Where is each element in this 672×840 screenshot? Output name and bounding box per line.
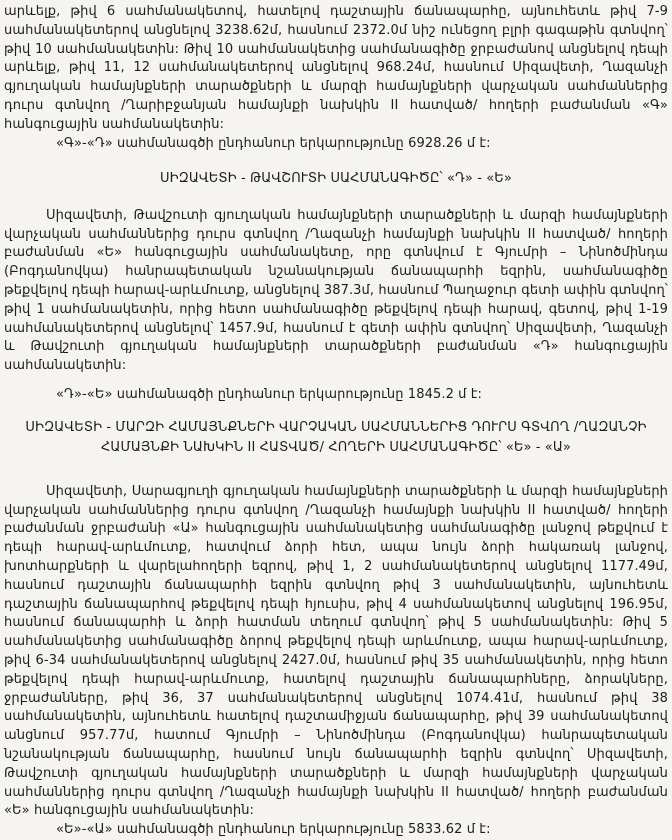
section-heading-sizavet-marz-e-a: ՍԻԶԱՎԵՏԻ - ՄԱՐԶԻ ՀԱՄԱՅՆՔՆԵՐԻ ՎԱՐՉԱԿԱՆ ՍԱՀՄԱՆՆԵՐԻՑ ԴՈՒՐՍ ԳՏՎՈՂ /ՂԱԶԱՆՉԻ ՀԱՄԱՅՆՔԻ ՆԱԽԿԻՆ II ՀԱՏՎԱԾ/ ՀՈՂԵՐԻ ՍԱՀՄԱՆԱԳԻԾԸ՝ «Ե» - «Ա» [25, 419, 647, 456]
total-length-line-d-e: «Դ»-«Ե» սահմանագծի ընդհանուր երկարությունը 1845.2 մ է: [56, 387, 483, 403]
section-heading-sizavet-tavshut-d-e: ՍԻԶԱՎԵՏԻ - ԹԱՎՇՈՒՏԻ ՍԱՀՄԱՆԱԳԻԾԸ՝ «Դ» - «Ե» [160, 171, 512, 187]
total-length-line-g-d: «Գ»-«Դ» սահմանագծի ընդհանուր երկարությունը 6928.26 մ է: [56, 135, 491, 151]
paragraph-boundary-e-a: Սիզավետի, Սարագյուղի գյուղական համայնքների տարածքների և մարզի համայնքների վարչական սահմաններից դուրս գտնվող /Ղազանչի համայնքի նախկին II հատված/ հողերի բաժանման ջրբաժանի «Ա» հանգուցային սահմանակետից սահմանագիծը լանջով թեքվում է դեպի հարավ-արևմուտք, հատվում ձորի հետ, ապա նույն ձորի հակառակ լանջով, խոտհարքների և վարելահողերի եզրով, թիվ 1, 2 սահմանակետերով անցնելով 1177.49մ, հասնում դաշտային ճանապարհի եզրին գտնվող թիվ 3 սահմանակետին, այնուհետև դաշտային ճանապարհով թեքվելով դեպի հյուսիս, թիվ 4 սահմանակետով անցնելով 196.95մ, հասնում ճանապարհի և ձորի հատման տեղում գտնվող՝ թիվ 5 սահմանակետին: Թիվ 5 սահմանակետից սահմանագիծը ձորով թեքվելով դեպի արևմուտք, ապա հարավ-արևմուտք, թիվ 6-34 սահմանակետերով անցնելով 2427.0մ, հասնում թիվ 35 սահմանակետին, որից հետո թեքվելով դեպի հարավ-արևմուտք, հատելով դաշտային ճանապարհները, ձորակները, ջրբաժանները, թիվ 36, 37 սահմանակետերով անցնելով 1074.41մ, հասնում թիվ 38 սահմանակետին, այնուհետև հատելով դաշտամիջյան ճանապարհը, թիվ 39 սահմանակետով անցնում 957.77մ, հատում Գյումրի – Նինոծմինդա (Բոգդանովկա) հանրապետական նշանակության ճանապարհը, հասնում նույն ճանապարհի եզրին գտնվող՝ Սիզավետի, Թավշուտի գյուղական համայնքների տարածքների և մարզի համայնքների վարչական սահմաններից դուրս գտնվող /Ղազանչի համայնքի նախկին II հատված/ հողերի բաժանման «Ե» հանգուցային սահմանակետին: [4, 483, 668, 819]
paragraph-boundary-g-d-continuation: արևելք, թիվ 6 սահմանակետով, հատելով դաշտային ճանապարհը, այնուհետև թիվ 7-9 սահմանակետերով անցնելով 3238.62մ, հասնում 2372.0մ նիշ ունեցող բլրի գագաթին գտնվող՝ թիվ 10 սահմանակետին: Թիվ 10 սահմանակետից սահմանագիծը ջրբաժանով անցնելով դեպի արևելք, թիվ 11, 12 սահմանակետերով անցնելով 968.24մ, հասնում Սիզավետի, Ղազանչի գյուղական համայնքների տարածքների և մարզի համայնքների վարչական սահմաններից դուրս գտնվող /Ղարիբջանյան համայնքի նախկին II հատված/ հողերի բաժանման «Գ» հանգուցային սահմանակետին: [4, 4, 668, 132]
total-length-line-e-a: «Ե»-«Ա» սահմանագծի ընդհանուր երկարությունը 5833.62 մ է: [56, 822, 491, 838]
paragraph-boundary-d-e: Սիզավետի, Թավշուտի գյուղական համայնքների տարածքների և մարզի համայնքների վարչական սահմաններից դուրս գտնվող /Ղազանչի համայնքի նախկին II հատված/ հողերի բաժանման «Ե» հանգուցային սահմանակետը, որը գտնվում է Գյումրի – Նինոծմինդա (Բոգդանովկա) հանրապետական նշանակության ճանապարհի եզրին, սահմանագիծը թեքվելով դեպի հարավ-արևմուտք, անցնելով 387.3մ, հասնում Պաղաջուր գետի ափին գտնվող՝ թիվ 1 սահմանակետին, որից հետո սահմանագիծը թեքվելով դեպի հարավ, գետով, թիվ 1-19 սահմանակետերով անցնելով՝ 1457.9մ, հասնում է գետի ափին գտնվող՝ Սիզավետի, Ղազանչի և Թավշուտի գյուղական համայնքների տարածքների բաժանման «Դ» հանգուցային սահմանակետին: [4, 207, 668, 374]
